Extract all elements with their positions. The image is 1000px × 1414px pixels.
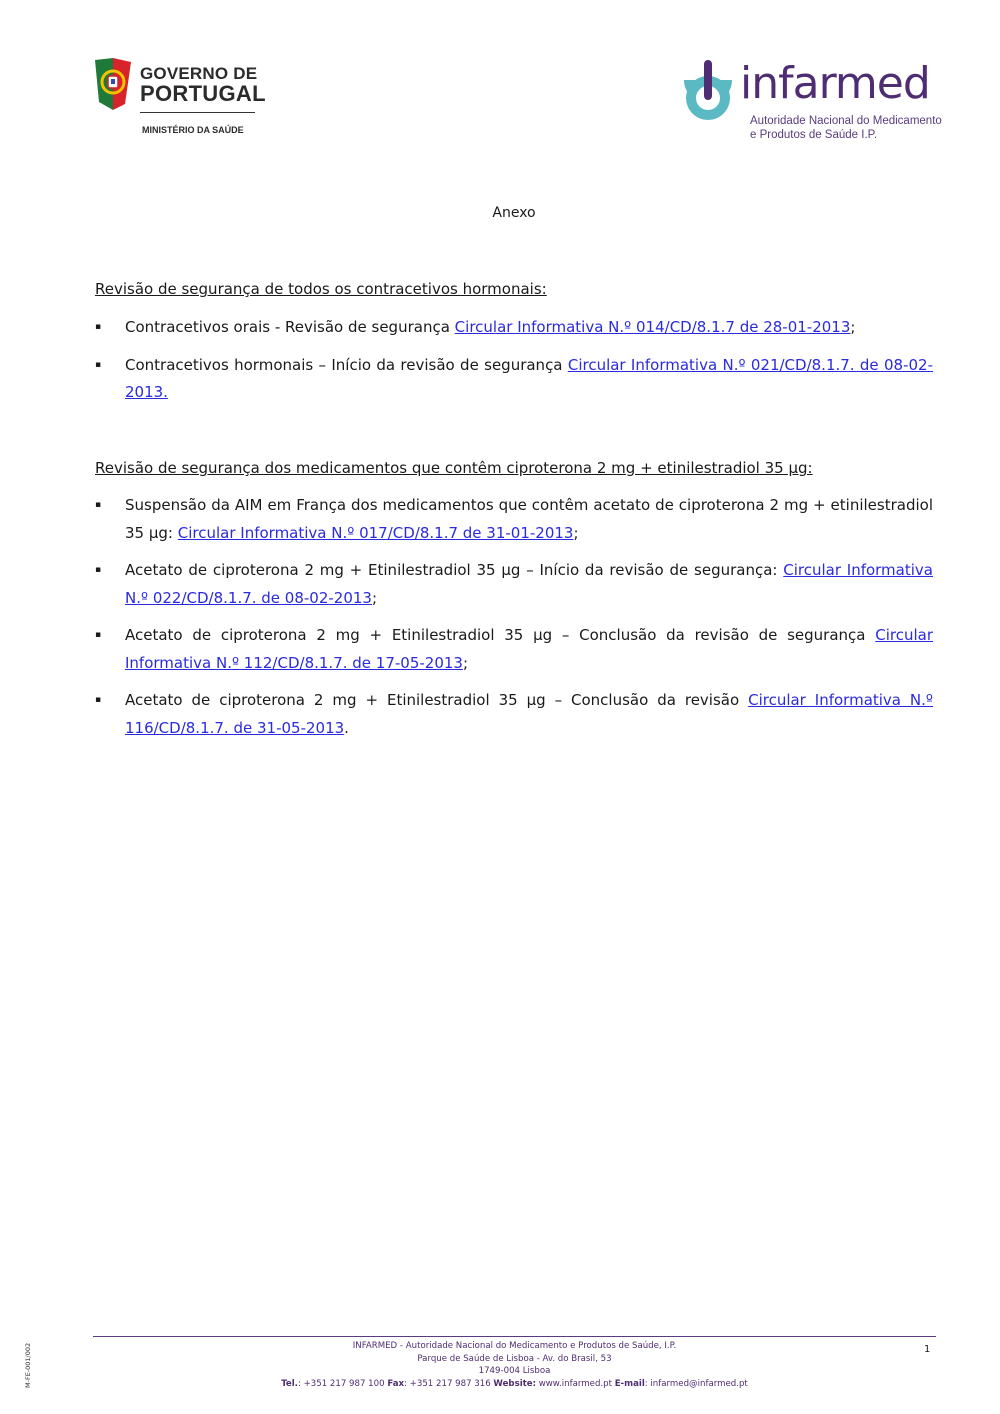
bullet: ▪ (95, 630, 102, 640)
section2-heading: Revisão de segurança dos medicamentos que contêm ciproterona 2 mg + etinilestradiol 35 µg: (95, 459, 813, 477)
circular-link[interactable]: Circular Informativa N.º 014/CD/8.1.7 de 28-01-2013 (454, 318, 851, 336)
list-item (95, 622, 933, 677)
footer-contact (93, 1378, 936, 1391)
tel-label: Tel. (281, 1378, 298, 1389)
infarmed-subtitle-line1: Autoridade Nacional do Medicamento (750, 115, 942, 127)
item-text: Contracetivos hormonais – Início da revisão de segurança (125, 355, 568, 374)
list-item (95, 352, 933, 407)
section1-heading: Revisão de segurança de todos os contracetivos hormonais: (95, 280, 547, 298)
governo-de-portugal-logo (93, 56, 266, 138)
item-text: Contracetivos orais - Revisão de segurança (125, 318, 455, 336)
form-code: M-FE-001/002 (24, 1342, 32, 1388)
email-label: E-mail (614, 1378, 645, 1389)
infarmed-mark-icon (676, 58, 740, 122)
list-item (95, 314, 933, 342)
bullet: ▪ (95, 500, 102, 510)
bullet: ▪ (95, 322, 102, 332)
footer-line2: Parque de Saúde de Lisboa - Av. do Brasil, 53 (417, 1353, 612, 1364)
circular-link[interactable]: Circular Informativa N.º 021/CD/8.1.7. de 08-02-2013. (125, 355, 933, 401)
bullet: ▪ (95, 695, 102, 705)
item-suffix: . (344, 718, 349, 737)
item-suffix: ; (850, 318, 856, 336)
item-suffix: ; (371, 588, 378, 607)
footer-divider (93, 1336, 936, 1337)
bullet: ▪ (95, 359, 102, 370)
item-suffix: ; (462, 653, 469, 672)
bullet: ▪ (95, 565, 102, 575)
list-item (95, 492, 933, 547)
circular-link[interactable]: Circular Informativa N.º 112/CD/8.1.7. de 17-05-2013 (125, 626, 933, 672)
circular-link[interactable]: Circular Informativa N.º 116/CD/8.1.7. de 31-05-2013 (125, 691, 933, 737)
footer-line3: 1749-004 Lisboa (478, 1366, 551, 1376)
fax-value: : +351 217 987 316 (404, 1378, 494, 1389)
tel-value: : +351 217 987 100 (297, 1378, 388, 1389)
infarmed-logo (676, 58, 946, 146)
ministry-label: MINISTÉRIO DA SAÚDE (142, 125, 244, 135)
infarmed-subtitle (750, 114, 942, 142)
footer-line1: INFARMED - Autoridade Nacional do Medicamento e Produtos de Saúde, I.P. (352, 1341, 677, 1351)
footer (93, 1340, 936, 1390)
list-item (95, 687, 933, 742)
list-item (95, 557, 933, 612)
item-text: Acetato de ciproterona 2 mg + Etinilestradiol 35 µg – Conclusão da revisão de segurança (125, 626, 876, 644)
portugal-emblem-icon (93, 56, 133, 112)
circular-link[interactable]: Circular Informativa N.º 022/CD/8.1.7. de 08-02-2013 (125, 561, 933, 607)
gov-line1: GOVERNO DE (140, 64, 258, 83)
website-value[interactable]: www.infarmed.pt (536, 1378, 615, 1389)
page-number: 1 (924, 1344, 931, 1355)
email-value[interactable]: : infarmed@infarmed.pt (644, 1378, 748, 1389)
gov-divider (140, 112, 255, 113)
section2-list (95, 492, 933, 742)
item-text: Acetato de ciproterona 2 mg + Etinilestradiol 35 µg – Início da revisão de segurança: (125, 561, 784, 579)
section1-list (95, 314, 933, 407)
gov-line2: PORTUGAL (140, 81, 266, 106)
website-label: Website: (493, 1378, 537, 1389)
infarmed-wordmark: infarmed (740, 58, 930, 109)
item-suffix: ; (573, 523, 579, 542)
circular-link[interactable]: Circular Informativa N.º 017/CD/8.1.7 de 31-01-2013 (177, 523, 574, 542)
item-text: Suspensão da AIM em França dos medicamentos que contêm acetato de ciproterona 2 mg + etinilestradiol 35 µg: (125, 496, 933, 542)
document-title: Anexo (492, 205, 536, 221)
item-text: Acetato de ciproterona 2 mg + Etinilestradiol 35 µg – Conclusão da revisão (125, 691, 749, 709)
infarmed-subtitle-line2: e Produtos de Saúde I.P. (750, 129, 878, 141)
fax-label: Fax (387, 1378, 405, 1389)
